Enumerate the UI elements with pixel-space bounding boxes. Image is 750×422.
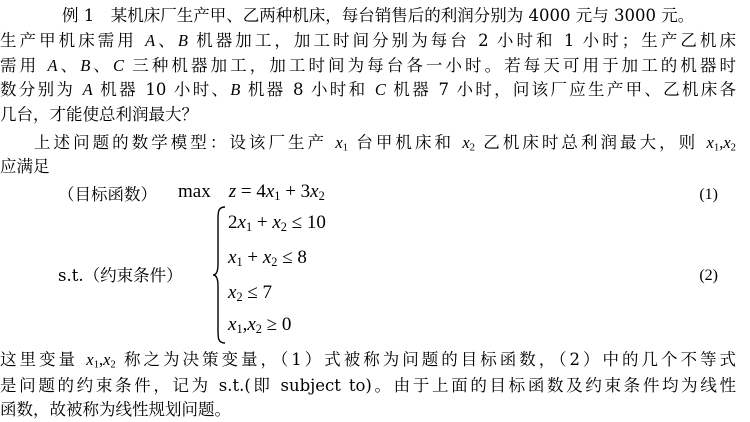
paragraph3-line2: 是问题的约束条件，记为 s.t.(即 subject to)。由于上面的目标函数及约束条件均为线性 bbox=[0, 376, 736, 395]
paragraph1-line4: 数分别为 A 机器 10 小时、B 机器 8 小时和 C 机器 7 小时，问该厂应生产甲、乙机床各 bbox=[0, 80, 737, 99]
left-brace bbox=[212, 206, 226, 344]
constraint-2: $x_1 + x_2 \le 8$ bbox=[228, 247, 307, 270]
equation-number-1: (1) bbox=[699, 186, 718, 203]
paragraph1-line2: 生产甲机床需用 A、B 机器加工，加工时间分别为每台 2 小时和 1 小时；生产乙机床 bbox=[0, 31, 736, 50]
objective-formula: $\max z = 4x_1 + 3x_2$ bbox=[178, 181, 325, 204]
paragraph1-line3: 需用 A、B、C 三种机器加工，加工时间为每台各一小时。若每天可用于加工的机器时 bbox=[0, 56, 737, 75]
constraint-4: $x_1,x_2 \ge 0$ bbox=[228, 314, 292, 337]
paragraph2-line2: 应满足 bbox=[0, 157, 50, 176]
paragraph3-line1: 这里变量 $x_1,x_2$ 称之为决策变量，（1）式被称为问题的目标函数，（2）中的几个不等式 bbox=[0, 350, 736, 371]
objective-label: （目标函数） bbox=[58, 185, 157, 204]
paragraph2-line1: 上述问题的数学模型：设该厂生产 $x_1$ 台甲机床和 $x_2$ 乙机床时总利润最大，则 $x_1,x_2$ bbox=[34, 133, 736, 154]
paragraph1-line5: 几台，才能使总利润最大？ bbox=[0, 105, 198, 124]
equation-number-2: (2) bbox=[699, 267, 718, 284]
paragraph3-line3: 函数，故被称为线性规划问题。 bbox=[0, 400, 231, 419]
constraints-label: s.t.（约束条件） bbox=[58, 266, 183, 285]
constraint-3: $x_2 \le 7$ bbox=[228, 282, 273, 305]
constraint-1: $2x_1 + x_2 \le 10$ bbox=[228, 212, 326, 235]
example-title-line: 例 1 某机床厂生产甲、乙两种机床，每台销售后的利润分别为 4000 元与 3000 元。 bbox=[62, 6, 695, 25]
